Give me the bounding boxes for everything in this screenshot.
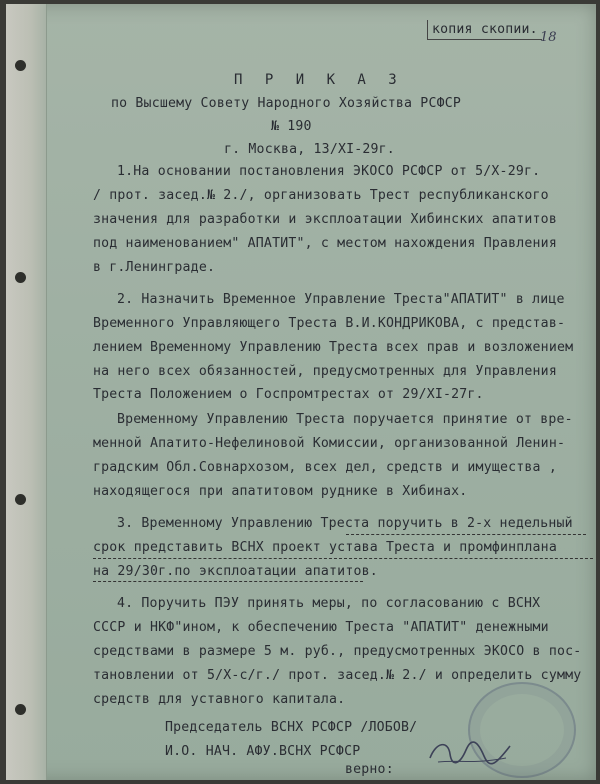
p1-line: под наименованием" АПАТИТ", с местом нахождения Правления [93, 236, 557, 251]
p1-line: 1.На основании постановления ЭКОСО РСФСР от 5/Х-29г. [117, 164, 541, 179]
punch-hole [15, 60, 26, 71]
p3-line: срок представить ВСНХ проект устава Треста и промфинплана [93, 540, 557, 555]
document-sheet [6, 4, 596, 780]
underline-dashed [93, 581, 363, 582]
p4-line: тановлении от 5/Х-с/г./ прот. засед.№ 2./ и определить сумму [93, 668, 582, 683]
binding-strip [6, 4, 47, 780]
p4-line: средств для уставного капитала. [93, 692, 346, 707]
p1-line: значения для разработки и эксплоатации Хибинских апатитов [93, 212, 557, 227]
p3-line: 3. Временному Управлению Треста поручить в 2-х недельный [117, 516, 573, 531]
document-subtitle: по Высшему Совету Народного Хозяйства РСФСР [111, 96, 462, 111]
order-number: № 190 [271, 119, 312, 134]
p2b-line: менной Апатито-Нефелиновой Комиссии, организованной Ленин- [93, 436, 566, 451]
p2-line: на него всех обязанностей, предусмотренных для Управления [93, 364, 557, 379]
p2-line: Временного Управляющего Треста В.И.КОНДРИКОВА, с представ- [93, 316, 566, 331]
p3-line: на 29/30г.по эксплоатации апатитов. [93, 564, 378, 579]
p2-line: лением Временному Управлению Треста всех прав и возложением [93, 340, 574, 355]
chairman-signature-line: Председатель ВСНХ РСФСР /ЛОБОВ/ [165, 720, 418, 735]
p1-line: в г.Ленинграде. [93, 260, 216, 275]
punch-hole [15, 704, 26, 715]
copy-mark: копия скопии. [427, 20, 542, 40]
p1-line: / прот. засед.№ 2./, организовать Трест республиканского [93, 188, 549, 203]
underline-dashed [346, 534, 586, 535]
p2b-line: Временному Управлению Треста поручается принятие от вре- [117, 412, 573, 427]
punch-hole [15, 494, 26, 505]
p2b-line: находящегося при апатитовом руднике в Хибинах. [93, 484, 468, 499]
p2b-line: градским Обл.Совнархозом, всех дел, средств и имущества , [93, 460, 557, 475]
p4-line: средствами в размере 5 м. руб., предусмотренных ЭКОСО в пос- [93, 644, 582, 659]
handwritten-signature [426, 734, 516, 770]
underline-dashed [93, 558, 593, 559]
p2-line: Треста Положением о Госпромтрестах от 29/ХI-27г. [93, 387, 484, 402]
place-date: г. Москва, 13/ХI-29г. [224, 142, 395, 157]
page-number: 18 [540, 30, 557, 45]
punch-hole [15, 272, 26, 283]
p4-line: СССР и НКФ"ином, к обеспечению Треста "АПАТИТ" денежными [93, 620, 549, 635]
verified-label: верно: [345, 762, 394, 777]
document-heading: П Р И К А З [234, 72, 404, 88]
p2-line: 2. Назначить Временное Управление Треста"АПАТИТ" в лице [117, 292, 565, 307]
acting-signature-line: И.О. НАЧ. АФУ.ВСНХ РСФСР [165, 744, 361, 759]
p4-line: 4. Поручить ПЭУ принять меры, по согласованию с ВСНХ [117, 596, 541, 611]
